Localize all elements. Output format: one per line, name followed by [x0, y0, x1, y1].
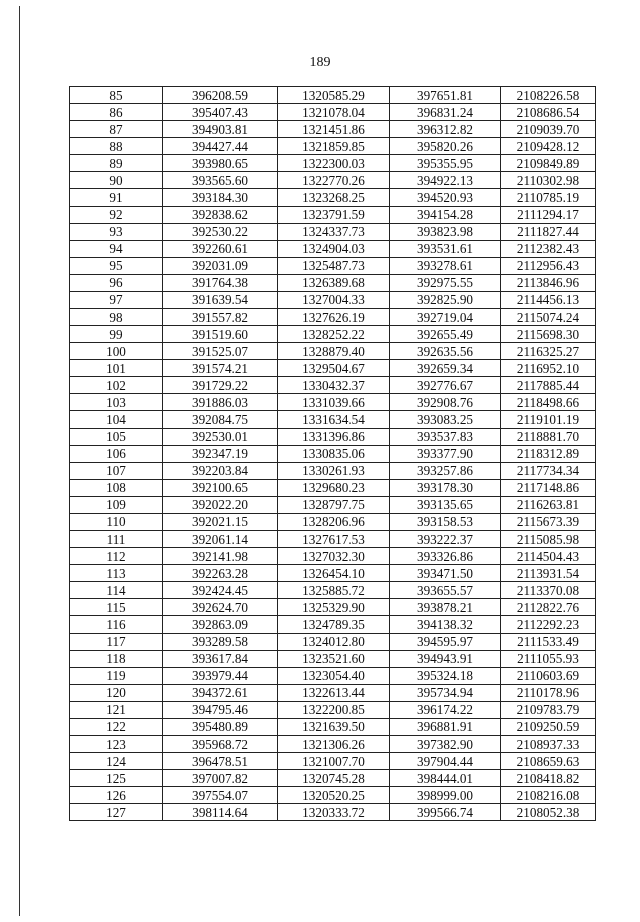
y-coordinate-cell: 1324789.35 [278, 616, 390, 633]
point-number-cell: 88 [70, 138, 163, 155]
y-coordinate-cell: 1330261.93 [278, 462, 390, 479]
y-coordinate-cell: 1325487.73 [278, 257, 390, 274]
x-coordinate-cell: 392022.20 [163, 496, 278, 513]
x-coordinate-cell: 391764.38 [163, 274, 278, 291]
point-number-cell: 90 [70, 172, 163, 189]
point-number-cell: 106 [70, 445, 163, 462]
y2-coordinate-cell: 2110603.69 [501, 667, 596, 684]
x2-coordinate-cell: 396312.82 [390, 121, 501, 138]
x2-coordinate-cell: 395820.26 [390, 138, 501, 155]
y2-coordinate-cell: 2108052.38 [501, 804, 596, 821]
table-row [70, 479, 596, 496]
y2-coordinate-cell: 2108216.08 [501, 787, 596, 804]
y2-coordinate-cell: 2119101.19 [501, 411, 596, 428]
y-coordinate-cell: 1321306.26 [278, 735, 390, 752]
y2-coordinate-cell: 2115673.39 [501, 513, 596, 530]
y-coordinate-cell: 1320745.28 [278, 770, 390, 787]
y-coordinate-cell: 1322770.26 [278, 172, 390, 189]
x-coordinate-cell: 392838.62 [163, 206, 278, 223]
y-coordinate-cell: 1323054.40 [278, 667, 390, 684]
x-coordinate-cell: 393979.44 [163, 667, 278, 684]
y-coordinate-cell: 1323268.25 [278, 189, 390, 206]
y-coordinate-cell: 1329504.67 [278, 360, 390, 377]
y-coordinate-cell: 1321859.85 [278, 138, 390, 155]
x2-coordinate-cell: 392635.56 [390, 343, 501, 360]
table-row [70, 326, 596, 343]
x-coordinate-cell: 394795.46 [163, 701, 278, 718]
page-margin-rule [19, 6, 20, 916]
x-coordinate-cell: 398114.64 [163, 804, 278, 821]
point-number-cell: 116 [70, 616, 163, 633]
table-row [70, 343, 596, 360]
x-coordinate-cell: 395407.43 [163, 104, 278, 121]
y-coordinate-cell: 1321451.86 [278, 121, 390, 138]
point-number-cell: 97 [70, 291, 163, 308]
point-number-cell: 98 [70, 309, 163, 326]
x2-coordinate-cell: 395324.18 [390, 667, 501, 684]
y-coordinate-cell: 1331634.54 [278, 411, 390, 428]
y-coordinate-cell: 1328252.22 [278, 326, 390, 343]
x-coordinate-cell: 392347.19 [163, 445, 278, 462]
x-coordinate-cell: 396208.59 [163, 87, 278, 104]
x-coordinate-cell: 392530.01 [163, 428, 278, 445]
y-coordinate-cell: 1331039.66 [278, 394, 390, 411]
x-coordinate-cell: 391519.60 [163, 326, 278, 343]
y2-coordinate-cell: 2115085.98 [501, 531, 596, 548]
y-coordinate-cell: 1321078.04 [278, 104, 390, 121]
x-coordinate-cell: 392260.61 [163, 240, 278, 257]
y2-coordinate-cell: 2108659.63 [501, 753, 596, 770]
x-coordinate-cell: 391557.82 [163, 309, 278, 326]
table-row [70, 240, 596, 257]
x-coordinate-cell: 392530.22 [163, 223, 278, 240]
table-row [70, 121, 596, 138]
y-coordinate-cell: 1329680.23 [278, 479, 390, 496]
x2-coordinate-cell: 393537.83 [390, 428, 501, 445]
y2-coordinate-cell: 2116952.10 [501, 360, 596, 377]
x-coordinate-cell: 392424.45 [163, 582, 278, 599]
x-coordinate-cell: 391639.54 [163, 291, 278, 308]
point-number-cell: 109 [70, 496, 163, 513]
table-row [70, 394, 596, 411]
x-coordinate-cell: 394427.44 [163, 138, 278, 155]
point-number-cell: 112 [70, 548, 163, 565]
x2-coordinate-cell: 393257.86 [390, 462, 501, 479]
table-row [70, 274, 596, 291]
table-row [70, 309, 596, 326]
table-row [70, 87, 596, 104]
table-row [70, 787, 596, 804]
page-number: 189 [309, 55, 331, 70]
point-number-cell: 105 [70, 428, 163, 445]
y2-coordinate-cell: 2118881.70 [501, 428, 596, 445]
y2-coordinate-cell: 2117885.44 [501, 377, 596, 394]
coordinate-table-body [70, 87, 596, 821]
coordinate-table [69, 86, 596, 821]
y2-coordinate-cell: 2108937.33 [501, 735, 596, 752]
y2-coordinate-cell: 2114456.13 [501, 291, 596, 308]
x2-coordinate-cell: 393135.65 [390, 496, 501, 513]
table-row [70, 377, 596, 394]
y-coordinate-cell: 1326454.10 [278, 565, 390, 582]
y2-coordinate-cell: 2113370.08 [501, 582, 596, 599]
y-coordinate-cell: 1326389.68 [278, 274, 390, 291]
point-number-cell: 102 [70, 377, 163, 394]
x2-coordinate-cell: 398999.00 [390, 787, 501, 804]
y-coordinate-cell: 1327004.33 [278, 291, 390, 308]
table-row [70, 633, 596, 650]
x-coordinate-cell: 391574.21 [163, 360, 278, 377]
x2-coordinate-cell: 393278.61 [390, 257, 501, 274]
y2-coordinate-cell: 2109039.70 [501, 121, 596, 138]
x-coordinate-cell: 392141.98 [163, 548, 278, 565]
y2-coordinate-cell: 2109250.59 [501, 718, 596, 735]
table-row [70, 428, 596, 445]
y2-coordinate-cell: 2109849.89 [501, 155, 596, 172]
y2-coordinate-cell: 2112292.23 [501, 616, 596, 633]
table-row [70, 684, 596, 701]
x2-coordinate-cell: 394943.91 [390, 650, 501, 667]
x2-coordinate-cell: 392776.67 [390, 377, 501, 394]
x2-coordinate-cell: 394520.93 [390, 189, 501, 206]
table-row [70, 172, 596, 189]
x-coordinate-cell: 397007.82 [163, 770, 278, 787]
point-number-cell: 120 [70, 684, 163, 701]
table-row [70, 735, 596, 752]
table-row [70, 189, 596, 206]
x2-coordinate-cell: 396881.91 [390, 718, 501, 735]
y-coordinate-cell: 1321007.70 [278, 753, 390, 770]
x-coordinate-cell: 391886.03 [163, 394, 278, 411]
x2-coordinate-cell: 397904.44 [390, 753, 501, 770]
y-coordinate-cell: 1328797.75 [278, 496, 390, 513]
point-number-cell: 100 [70, 343, 163, 360]
x2-coordinate-cell: 396831.24 [390, 104, 501, 121]
point-number-cell: 93 [70, 223, 163, 240]
table-row [70, 718, 596, 735]
point-number-cell: 85 [70, 87, 163, 104]
y-coordinate-cell: 1327032.30 [278, 548, 390, 565]
point-number-cell: 104 [70, 411, 163, 428]
table-row [70, 496, 596, 513]
point-number-cell: 117 [70, 633, 163, 650]
x2-coordinate-cell: 393083.25 [390, 411, 501, 428]
table-row [70, 462, 596, 479]
table-row [70, 565, 596, 582]
y-coordinate-cell: 1321639.50 [278, 718, 390, 735]
y-coordinate-cell: 1324012.80 [278, 633, 390, 650]
y2-coordinate-cell: 2115698.30 [501, 326, 596, 343]
x-coordinate-cell: 394903.81 [163, 121, 278, 138]
y2-coordinate-cell: 2117148.86 [501, 479, 596, 496]
x2-coordinate-cell: 393878.21 [390, 599, 501, 616]
table-row [70, 753, 596, 770]
point-number-cell: 107 [70, 462, 163, 479]
y2-coordinate-cell: 2118498.66 [501, 394, 596, 411]
table-row [70, 104, 596, 121]
table-row [70, 599, 596, 616]
y-coordinate-cell: 1322300.03 [278, 155, 390, 172]
point-number-cell: 108 [70, 479, 163, 496]
table-row [70, 257, 596, 274]
y-coordinate-cell: 1330432.37 [278, 377, 390, 394]
y-coordinate-cell: 1328206.96 [278, 513, 390, 530]
x2-coordinate-cell: 393531.61 [390, 240, 501, 257]
x-coordinate-cell: 392021.15 [163, 513, 278, 530]
point-number-cell: 94 [70, 240, 163, 257]
x-coordinate-cell: 392624.70 [163, 599, 278, 616]
point-number-cell: 96 [70, 274, 163, 291]
table-row [70, 804, 596, 821]
x-coordinate-cell: 391729.22 [163, 377, 278, 394]
x-coordinate-cell: 392100.65 [163, 479, 278, 496]
point-number-cell: 101 [70, 360, 163, 377]
y2-coordinate-cell: 2115074.24 [501, 309, 596, 326]
x-coordinate-cell: 397554.07 [163, 787, 278, 804]
x-coordinate-cell: 392263.28 [163, 565, 278, 582]
x2-coordinate-cell: 393377.90 [390, 445, 501, 462]
y2-coordinate-cell: 2117734.34 [501, 462, 596, 479]
table-row [70, 650, 596, 667]
y-coordinate-cell: 1323521.60 [278, 650, 390, 667]
y2-coordinate-cell: 2109783.79 [501, 701, 596, 718]
x2-coordinate-cell: 394138.32 [390, 616, 501, 633]
point-number-cell: 103 [70, 394, 163, 411]
y-coordinate-cell: 1325885.72 [278, 582, 390, 599]
y-coordinate-cell: 1328879.40 [278, 343, 390, 360]
x-coordinate-cell: 393980.65 [163, 155, 278, 172]
x2-coordinate-cell: 394595.97 [390, 633, 501, 650]
table-row [70, 513, 596, 530]
y2-coordinate-cell: 2116263.81 [501, 496, 596, 513]
table-row [70, 138, 596, 155]
x-coordinate-cell: 392084.75 [163, 411, 278, 428]
y-coordinate-cell: 1327626.19 [278, 309, 390, 326]
y2-coordinate-cell: 2108686.54 [501, 104, 596, 121]
x2-coordinate-cell: 392908.76 [390, 394, 501, 411]
point-number-cell: 124 [70, 753, 163, 770]
point-number-cell: 92 [70, 206, 163, 223]
y2-coordinate-cell: 2111294.17 [501, 206, 596, 223]
point-number-cell: 119 [70, 667, 163, 684]
point-number-cell: 113 [70, 565, 163, 582]
x-coordinate-cell: 391525.07 [163, 343, 278, 360]
y2-coordinate-cell: 2110302.98 [501, 172, 596, 189]
point-number-cell: 86 [70, 104, 163, 121]
x2-coordinate-cell: 399566.74 [390, 804, 501, 821]
x2-coordinate-cell: 393222.37 [390, 531, 501, 548]
y2-coordinate-cell: 2113931.54 [501, 565, 596, 582]
x-coordinate-cell: 392061.14 [163, 531, 278, 548]
x2-coordinate-cell: 392975.55 [390, 274, 501, 291]
point-number-cell: 121 [70, 701, 163, 718]
y2-coordinate-cell: 2116325.27 [501, 343, 596, 360]
x-coordinate-cell: 393617.84 [163, 650, 278, 667]
x2-coordinate-cell: 392719.04 [390, 309, 501, 326]
x2-coordinate-cell: 395734.94 [390, 684, 501, 701]
table-row [70, 667, 596, 684]
x2-coordinate-cell: 393326.86 [390, 548, 501, 565]
x2-coordinate-cell: 396174.22 [390, 701, 501, 718]
y2-coordinate-cell: 2108226.58 [501, 87, 596, 104]
table-row [70, 155, 596, 172]
x-coordinate-cell: 396478.51 [163, 753, 278, 770]
table-row [70, 206, 596, 223]
x2-coordinate-cell: 392659.34 [390, 360, 501, 377]
point-number-cell: 87 [70, 121, 163, 138]
y-coordinate-cell: 1324337.73 [278, 223, 390, 240]
y2-coordinate-cell: 2112822.76 [501, 599, 596, 616]
y-coordinate-cell: 1324904.03 [278, 240, 390, 257]
point-number-cell: 111 [70, 531, 163, 548]
y-coordinate-cell: 1327617.53 [278, 531, 390, 548]
table-row [70, 291, 596, 308]
y2-coordinate-cell: 2111055.93 [501, 650, 596, 667]
point-number-cell: 95 [70, 257, 163, 274]
y2-coordinate-cell: 2110178.96 [501, 684, 596, 701]
table-row [70, 223, 596, 240]
x2-coordinate-cell: 392825.90 [390, 291, 501, 308]
y-coordinate-cell: 1330835.06 [278, 445, 390, 462]
y2-coordinate-cell: 2108418.82 [501, 770, 596, 787]
table-row [70, 548, 596, 565]
x2-coordinate-cell: 393158.53 [390, 513, 501, 530]
x-coordinate-cell: 392031.09 [163, 257, 278, 274]
x2-coordinate-cell: 393471.50 [390, 565, 501, 582]
point-number-cell: 123 [70, 735, 163, 752]
point-number-cell: 114 [70, 582, 163, 599]
point-number-cell: 126 [70, 787, 163, 804]
x2-coordinate-cell: 394154.28 [390, 206, 501, 223]
point-number-cell: 127 [70, 804, 163, 821]
y2-coordinate-cell: 2111533.49 [501, 633, 596, 650]
y2-coordinate-cell: 2109428.12 [501, 138, 596, 155]
point-number-cell: 118 [70, 650, 163, 667]
x2-coordinate-cell: 397382.90 [390, 735, 501, 752]
x-coordinate-cell: 395968.72 [163, 735, 278, 752]
point-number-cell: 99 [70, 326, 163, 343]
y2-coordinate-cell: 2112382.43 [501, 240, 596, 257]
x2-coordinate-cell: 398444.01 [390, 770, 501, 787]
x-coordinate-cell: 395480.89 [163, 718, 278, 735]
y-coordinate-cell: 1320333.72 [278, 804, 390, 821]
y2-coordinate-cell: 2112956.43 [501, 257, 596, 274]
table-row [70, 531, 596, 548]
y-coordinate-cell: 1323791.59 [278, 206, 390, 223]
y2-coordinate-cell: 2114504.43 [501, 548, 596, 565]
point-number-cell: 125 [70, 770, 163, 787]
point-number-cell: 122 [70, 718, 163, 735]
x2-coordinate-cell: 393823.98 [390, 223, 501, 240]
y-coordinate-cell: 1331396.86 [278, 428, 390, 445]
x-coordinate-cell: 393184.30 [163, 189, 278, 206]
x2-coordinate-cell: 394922.13 [390, 172, 501, 189]
point-number-cell: 115 [70, 599, 163, 616]
x-coordinate-cell: 393289.58 [163, 633, 278, 650]
table-row [70, 770, 596, 787]
y-coordinate-cell: 1320520.25 [278, 787, 390, 804]
x-coordinate-cell: 393565.60 [163, 172, 278, 189]
x2-coordinate-cell: 392655.49 [390, 326, 501, 343]
y-coordinate-cell: 1325329.90 [278, 599, 390, 616]
point-number-cell: 89 [70, 155, 163, 172]
point-number-cell: 91 [70, 189, 163, 206]
y2-coordinate-cell: 2110785.19 [501, 189, 596, 206]
x-coordinate-cell: 392863.09 [163, 616, 278, 633]
table-row [70, 701, 596, 718]
y-coordinate-cell: 1320585.29 [278, 87, 390, 104]
y2-coordinate-cell: 2113846.96 [501, 274, 596, 291]
x2-coordinate-cell: 397651.81 [390, 87, 501, 104]
table-row [70, 411, 596, 428]
point-number-cell: 110 [70, 513, 163, 530]
x2-coordinate-cell: 395355.95 [390, 155, 501, 172]
y-coordinate-cell: 1322613.44 [278, 684, 390, 701]
x2-coordinate-cell: 393655.57 [390, 582, 501, 599]
x-coordinate-cell: 394372.61 [163, 684, 278, 701]
y2-coordinate-cell: 2111827.44 [501, 223, 596, 240]
x2-coordinate-cell: 393178.30 [390, 479, 501, 496]
x-coordinate-cell: 392203.84 [163, 462, 278, 479]
table-row [70, 360, 596, 377]
y2-coordinate-cell: 2118312.89 [501, 445, 596, 462]
y-coordinate-cell: 1322200.85 [278, 701, 390, 718]
table-row [70, 582, 596, 599]
table-row [70, 616, 596, 633]
table-row [70, 445, 596, 462]
